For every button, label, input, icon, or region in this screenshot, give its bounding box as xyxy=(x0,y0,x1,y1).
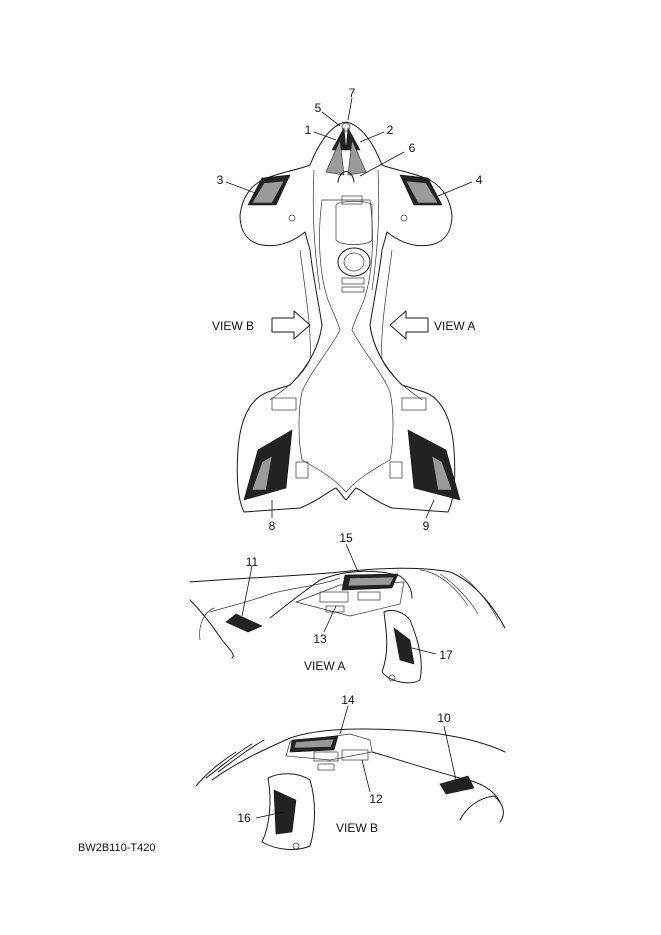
callout-11: 11 xyxy=(245,555,259,569)
callout-14: 14 xyxy=(341,693,355,707)
callout-3: 3 xyxy=(216,173,224,187)
callout-10: 10 xyxy=(437,711,451,725)
view-a-arrow xyxy=(390,311,428,339)
view-b-label: VIEW B xyxy=(336,821,379,835)
callout-13: 13 xyxy=(313,632,327,646)
callout-2: 2 xyxy=(386,123,394,137)
callout-6: 6 xyxy=(408,141,416,155)
view-a-label: VIEW A xyxy=(304,659,346,673)
callout-7: 7 xyxy=(348,86,356,100)
top-view-drawing xyxy=(237,122,460,512)
callout-9: 9 xyxy=(422,519,430,533)
callout-17: 17 xyxy=(439,648,453,662)
view-b-label-top: VIEW B xyxy=(212,319,255,333)
part-code: BW2B110-T420 xyxy=(78,842,156,854)
callout-5: 5 xyxy=(314,101,322,115)
view-b-arrow xyxy=(272,311,310,339)
callout-1: 1 xyxy=(304,123,312,137)
view-a-drawing xyxy=(190,568,505,683)
callout-16: 16 xyxy=(237,811,251,825)
callout-8: 8 xyxy=(268,519,276,533)
view-a-label-top: VIEW A xyxy=(434,319,476,333)
callout-12: 12 xyxy=(369,792,383,806)
callout-4: 4 xyxy=(475,173,483,187)
callout-15: 15 xyxy=(339,531,353,545)
